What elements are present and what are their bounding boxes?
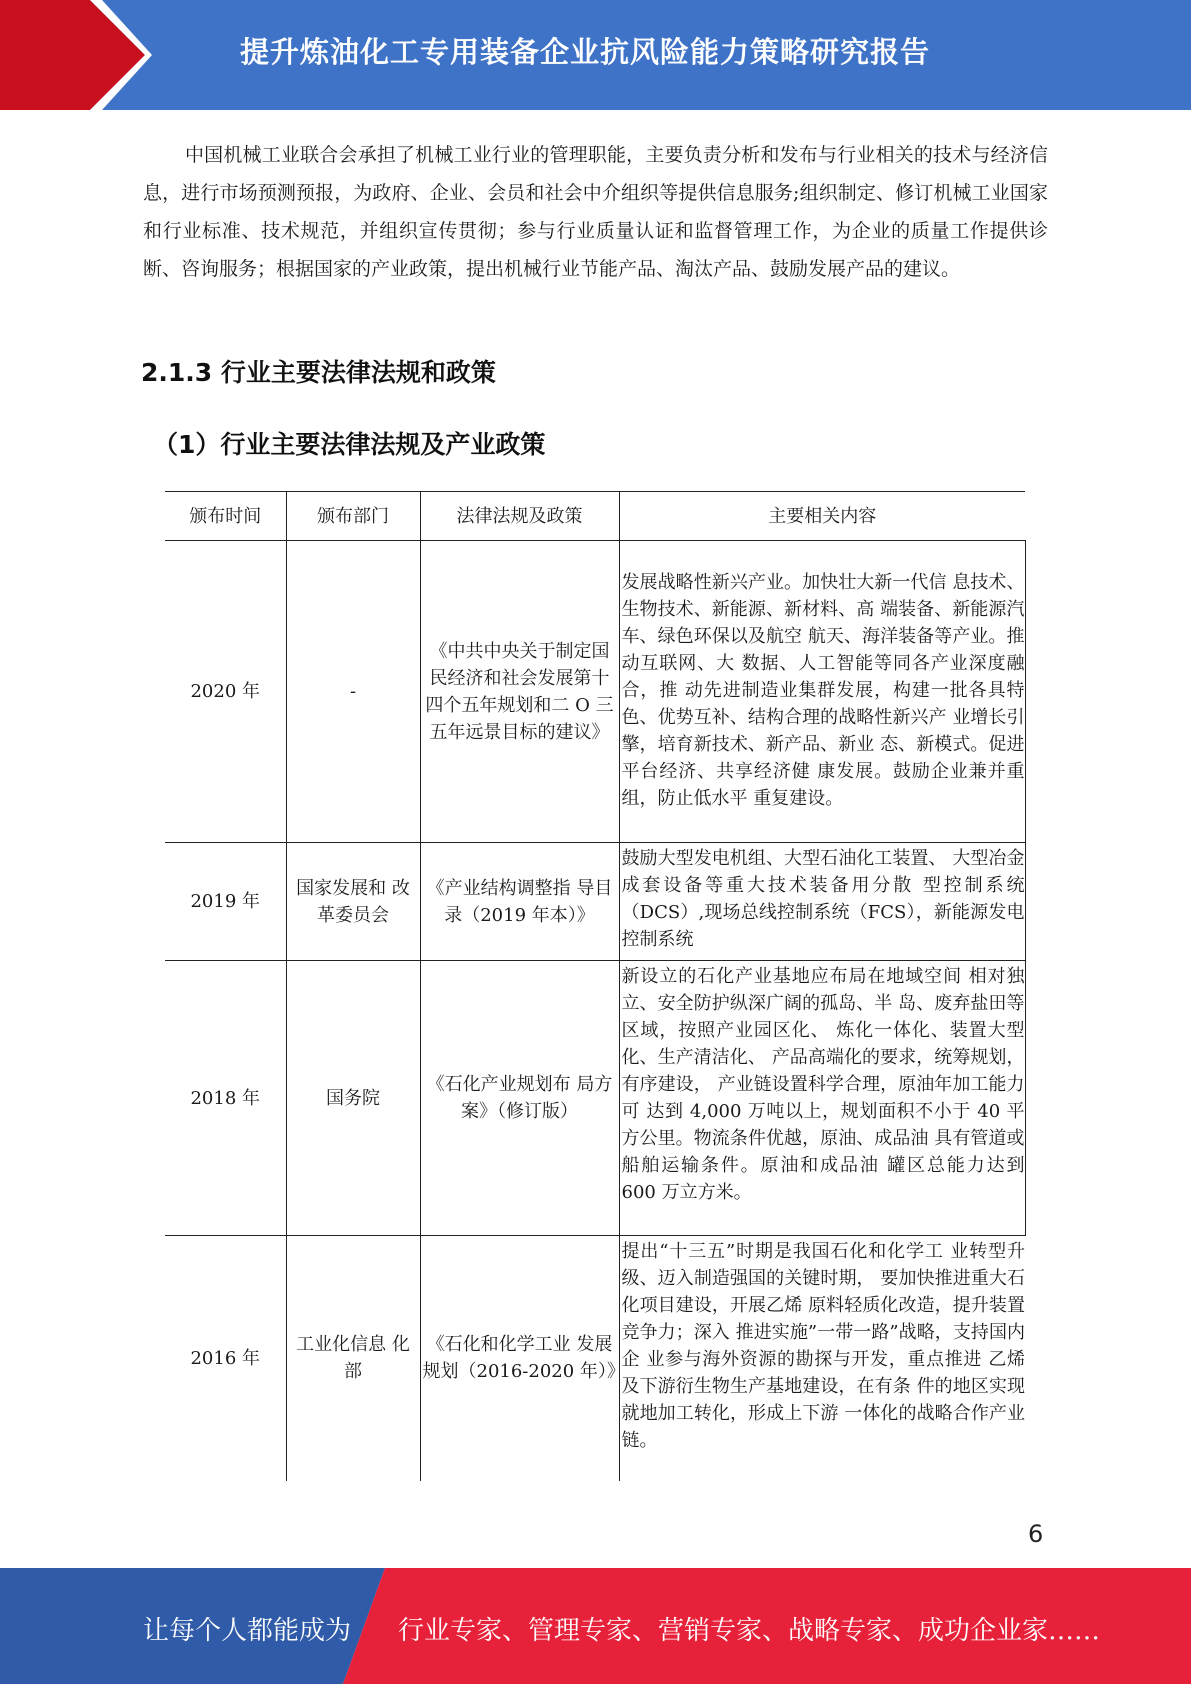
cell-policy: 《石化和化学工业 发展规划（2016-2020 年）》 [420, 1236, 619, 1481]
cell-content: 提出“十三五”时期是我国石化和化学工 业转型升级、迈入制造强国的关键时期， 要加快推进重大石化项目建设，开展乙烯 原料轻质化改造，提升装置竞争力；深入 推进实施”一带一路”战略，支持国内企 业参与海外资源的勘探与开发，重点推进 乙烯及下游衍生物生产基地建设，在有条 件的地区实现就地加工转化，形成上下游 一体化的战略合作产业链。 [619, 1236, 1025, 1481]
cell-year: 2020 年 [190, 681, 261, 702]
table-row [165, 1236, 1025, 1481]
cell-department: 国务院 [286, 961, 420, 1236]
column-header-department: 颁布部门 [286, 492, 420, 541]
cell-year: 2018 年 [165, 961, 286, 1236]
column-header-policy: 法律法规及政策 [420, 492, 619, 541]
intro-paragraph: 中国机械工业联合会承担了机械工业行业的管理职能，主要负责分析和发布与行业相关的技术与经济信息，进行市场预测预报，为政府、企业、会员和社会中介组织等提供信息服务;组织制定、修订机械工业国家和行业标准、技术规范，并组织宣传贯彻；参与行业质量认证和监督管理工作，为企业的质量工作提供诊断、咨询服务；根据国家的产业政策，提出机械行业节能产品、淘汰产品、鼓励发展产品的建议。 [143, 144, 1048, 280]
subsection-heading: （1）行业主要法律法规及产业政策 [153, 430, 546, 459]
cell-department: - [286, 541, 420, 843]
cell-year: 2019 年 [165, 843, 286, 961]
table-header-row [165, 492, 1025, 541]
page-number: 6 [1028, 1520, 1044, 1548]
column-header-content: 主要相关内容 [619, 492, 1025, 541]
table-row [165, 961, 1025, 1236]
report-title: 提升炼油化工专用装备企业抗风险能力策略研究报告 [240, 35, 931, 69]
cell-content: 鼓励大型发电机组、大型石油化工装置、 大型冶金成套设备等重大技术装备用分散 型控制系统（DCS）,现场总线控制系统（FCS），新能源发电控制系统 [619, 843, 1025, 961]
cell-year: 2016 年 [165, 1236, 286, 1481]
policy-table [165, 491, 1026, 1481]
page-footer [0, 1568, 1191, 1684]
table-row [165, 541, 1025, 843]
cell-policy: 《产业结构调整指 导目录（2019 年本）》 [420, 843, 619, 961]
header-chevron-decoration [0, 0, 160, 110]
cell-department: 工业化信息 化部 [286, 1236, 420, 1481]
cell-department: 国家发展和 改革委员会 [286, 843, 420, 961]
column-header-date: 颁布时间 [165, 492, 286, 541]
cell-content: 新设立的石化产业基地应布局在地域空间 相对独立、安全防护纵深广阔的孤岛、半 岛、废弃盐田等区域，按照产业园区化、 炼化一体化、装置大型化、生产清洁化、 产品高端化的要求，统筹规划，有序建设， 产业链设置科学合理，原油年加工能力可 达到 4,000 万吨以上，规划面积不小于 40 平方公里。物流条件优越，原油、成品油 具有管道或船舶运输条件。原油和成品油 罐区总能力达到 600 万立方米。 [619, 961, 1025, 1236]
section-heading: 2.1.3 行业主要法律法规和政策 [141, 358, 496, 387]
cell-policy: 《石化产业规划布 局方案》（修订版） [420, 961, 619, 1236]
footer-slogan-left: 让每个人都能成为 [143, 1616, 352, 1646]
footer-slogan-right: 行业专家、管理专家、营销专家、战略专家、成功企业家…… [398, 1616, 1101, 1646]
cell-content: 发展战略性新兴产业。加快壮大新一代信 息技术、生物技术、新能源、新材料、高 端装备、新能源汽车、绿色环保以及航空 航天、海洋装备等产业。推动互联网、大 数据、人工智能等同各产业深度融合，推 动先进制造业集群发展，构建一批各具特 色、优势互补、结构合理的战略性新兴产 业增长引擎，培育新技术、新产品、新业 态、新模式。促进平台经济、共享经济健 康发展。鼓励企业兼并重组，防止低水平 重复建设。 [619, 541, 1025, 843]
page-header [0, 0, 1191, 110]
cell-policy: 《中共中央关于制定国民经济和社会发展第十四个五年规划和二 O 三五年远景目标的建议》 [420, 541, 619, 843]
table-row [165, 843, 1025, 961]
